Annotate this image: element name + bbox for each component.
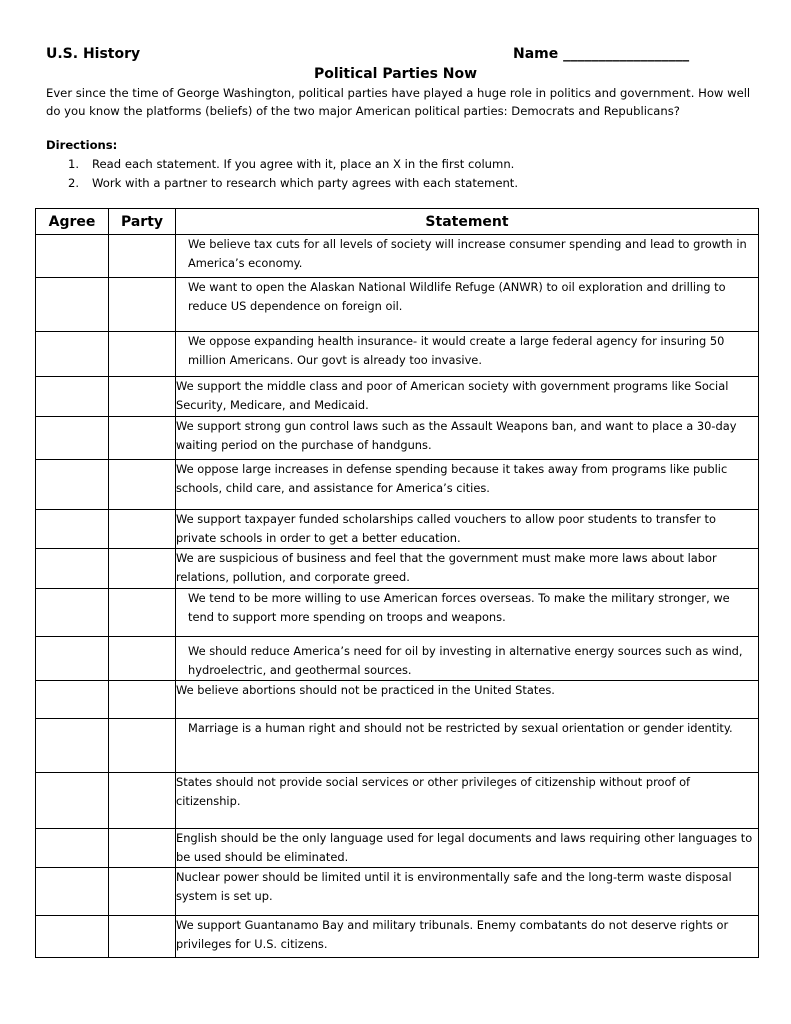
table-row: [36, 773, 759, 829]
agree-cell[interactable]: [36, 637, 109, 681]
directions-item-text: Read each statement. If you agree with it, place an X in the first column.: [92, 157, 515, 171]
directions-item-number: 1.: [68, 157, 80, 171]
statement-cell: We support the middle class and poor of American society with government programs like Social Security, Medicare, and Medicaid.: [176, 377, 759, 417]
table-row: [36, 681, 759, 719]
table-row: [36, 417, 759, 460]
party-cell[interactable]: [109, 773, 176, 829]
statement-cell: Marriage is a human right and should not be restricted by sexual orientation or gender identity.: [176, 719, 759, 773]
agree-cell[interactable]: [36, 589, 109, 637]
statement-cell: We want to open the Alaskan National Wildlife Refuge (ANWR) to oil exploration and drilling to reduce US dependence on foreign oil.: [176, 278, 759, 332]
statement-cell: We support taxpayer funded scholarships called vouchers to allow poor students to transfer to private schools in order to get a better education.: [176, 510, 759, 549]
statement-cell: Nuclear power should be limited until it is environmentally safe and the long-term waste disposal system is set up.: [176, 868, 759, 916]
directions-item: [68, 155, 518, 174]
agree-cell[interactable]: [36, 417, 109, 460]
agree-cell[interactable]: [36, 829, 109, 868]
party-cell[interactable]: [109, 589, 176, 637]
table-row: [36, 235, 759, 278]
statement-cell: We should reduce America’s need for oil by investing in alternative energy sources such as wind, hydroelectric, and geothermal sources.: [176, 637, 759, 681]
agree-cell[interactable]: [36, 278, 109, 332]
agree-cell[interactable]: [36, 868, 109, 916]
directions-item-text: Work with a partner to research which party agrees with each statement.: [92, 176, 519, 190]
agree-cell[interactable]: [36, 549, 109, 589]
table-row: [36, 377, 759, 417]
statement-cell: We oppose large increases in defense spending because it takes away from programs like public schools, child care, and assistance for America’s cities.: [176, 460, 759, 510]
table-row: [36, 549, 759, 589]
statement-cell: We are suspicious of business and feel that the government must make more laws about labor relations, pollution, and corporate greed.: [176, 549, 759, 589]
party-cell[interactable]: [109, 868, 176, 916]
directions-list: [68, 155, 518, 193]
statement-cell: We oppose expanding health insurance- it would create a large federal agency for insuring 50 million Americans. Our govt is already too invasive.: [176, 332, 759, 377]
table-row: [36, 460, 759, 510]
agree-cell[interactable]: [36, 332, 109, 377]
statement-cell: We support Guantanamo Bay and military tribunals. Enemy combatants do not deserve rights or privileges for U.S. citizens.: [176, 916, 759, 958]
party-cell[interactable]: [109, 510, 176, 549]
table-row: [36, 868, 759, 916]
agree-cell[interactable]: [36, 916, 109, 958]
table-row: [36, 278, 759, 332]
intro-paragraph: Ever since the time of George Washington, political parties have played a huge role in politics and government. How well do you know the platforms (beliefs) of the two major American political parties: Democrats and Republicans?: [46, 86, 751, 118]
party-cell[interactable]: [109, 235, 176, 278]
party-cell[interactable]: [109, 637, 176, 681]
agree-cell[interactable]: [36, 460, 109, 510]
agree-cell[interactable]: [36, 510, 109, 549]
party-column-header: Party: [109, 209, 176, 235]
page-title: Political Parties Now: [313, 66, 478, 82]
statement-column-header: Statement: [176, 209, 759, 235]
party-cell[interactable]: [109, 278, 176, 332]
directions-heading: Directions:: [46, 138, 118, 152]
table-row: [36, 719, 759, 773]
table-row: [36, 829, 759, 868]
statement-cell: We believe tax cuts for all levels of society will increase consumer spending and lead to growth in America’s economy.: [176, 235, 759, 278]
agree-cell[interactable]: [36, 377, 109, 417]
party-cell[interactable]: [109, 417, 176, 460]
party-cell[interactable]: [109, 719, 176, 773]
agree-column-header: Agree: [36, 209, 109, 235]
table-row: [36, 510, 759, 549]
directions-item-number: 2.: [68, 176, 80, 190]
statement-cell: States should not provide social services or other privileges of citizenship without proof of citizenship.: [176, 773, 759, 829]
party-cell[interactable]: [109, 829, 176, 868]
statements-table: [35, 208, 759, 958]
directions-item: [68, 174, 518, 193]
party-cell[interactable]: [109, 681, 176, 719]
agree-cell[interactable]: [36, 235, 109, 278]
table-row: [36, 332, 759, 377]
party-cell[interactable]: [109, 916, 176, 958]
party-cell[interactable]: [109, 460, 176, 510]
table-header-row: [36, 209, 759, 235]
agree-cell[interactable]: [36, 719, 109, 773]
statement-cell: We support strong gun control laws such as the Assault Weapons ban, and want to place a 30-day waiting period on the purchase of handguns.: [176, 417, 759, 460]
table-row: [36, 916, 759, 958]
party-cell[interactable]: [109, 377, 176, 417]
agree-cell[interactable]: [36, 773, 109, 829]
name-field: Name __________________: [513, 46, 690, 62]
statement-cell: We believe abortions should not be practiced in the United States.: [176, 681, 759, 719]
statement-cell: English should be the only language used for legal documents and laws requiring other languages to be used should be eliminated.: [176, 829, 759, 868]
table-row: [36, 637, 759, 681]
agree-cell[interactable]: [36, 681, 109, 719]
statement-cell: We tend to be more willing to use American forces overseas. To make the military stronger, we tend to support more spending on troops and weapons.: [176, 589, 759, 637]
party-cell[interactable]: [109, 332, 176, 377]
course-title: U.S. History: [46, 46, 141, 62]
table-row: [36, 589, 759, 637]
party-cell[interactable]: [109, 549, 176, 589]
